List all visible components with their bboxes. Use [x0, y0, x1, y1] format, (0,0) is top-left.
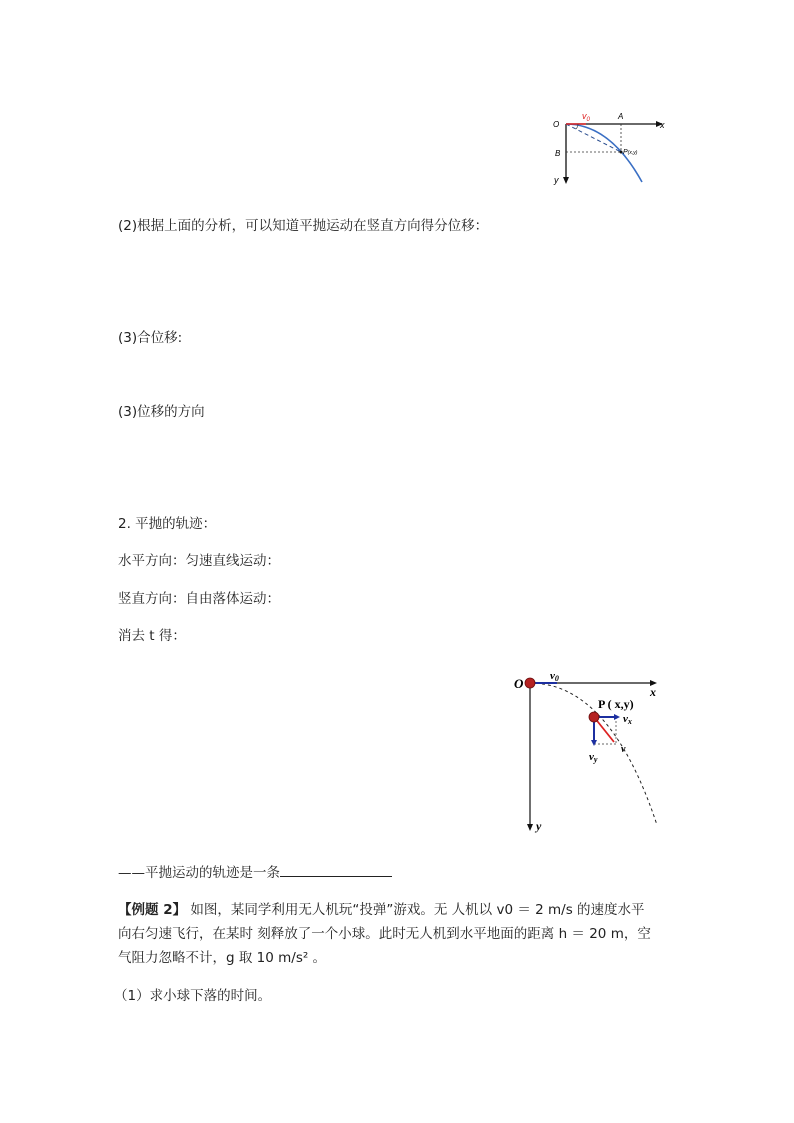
vy-arrowhead [591, 740, 597, 746]
y-axis-arrow [527, 824, 533, 831]
diagram-trajectory [505, 665, 670, 840]
line-trajectory-conclusion [118, 862, 392, 883]
v0-label: v0 [550, 670, 559, 683]
vy-label: vy [589, 751, 598, 764]
example-bracket: 【例题 2】 [118, 902, 187, 918]
origin-label: O [553, 120, 560, 129]
conclusion-text: ——平抛运动的轨迹是一条 [118, 865, 280, 881]
vx-arrowhead [614, 714, 620, 720]
y-axis-label: y [554, 175, 559, 185]
example-text-1: 如图，某同学利用无人机玩“投弹”游戏。无 人机以 v0 ＝ 2 m/s 的速度水平 [186, 902, 645, 918]
line-horizontal-motion: 水平方向：匀速直线运动： [118, 553, 280, 569]
question-1: （1）求小球下落的时间。 [114, 988, 272, 1004]
line-eliminate-t: 消去 t 得： [118, 628, 186, 644]
line-displacement-direction: (3)位移的方向 [118, 404, 205, 420]
ball-origin [525, 678, 535, 688]
y-axis-arrow [563, 177, 569, 184]
line-vertical-motion: 竖直方向：自由落体运动： [118, 591, 280, 607]
vx-label: vx [623, 713, 632, 726]
ball-p [589, 712, 599, 722]
v-label: v [621, 744, 626, 755]
diagram-displacement [548, 110, 678, 190]
x-axis-label: x [660, 120, 665, 130]
line-resultant-displacement: (3)合位移: [118, 330, 183, 346]
line-trajectory-heading: 2. 平抛的轨迹： [118, 516, 217, 532]
x-axis-label: x [650, 685, 656, 699]
answer-blank [280, 862, 392, 877]
p-label: P(x,y) [623, 149, 638, 156]
origin-label: O [514, 676, 524, 691]
p-label: P ( x,y) [598, 697, 634, 711]
v0-label: $v_0$ [582, 111, 590, 123]
example-line-1 [118, 900, 645, 920]
example-line-2: 向右匀速飞行，在某时 刻释放了一个小球。此时无人机到水平地面的距离 h ＝ 20 m，空 [118, 926, 651, 942]
line-vertical-displacement: (2)根据上面的分析，可以知道平抛运动在竖直方向得分位移： [118, 218, 489, 234]
point-b-label: B [555, 149, 561, 158]
point-a-label: A [618, 112, 624, 121]
y-axis-label: y [536, 819, 542, 833]
example-line-3: 气阻力忽略不计，g 取 10 m/s² 。 [118, 950, 327, 966]
displacement-line [566, 124, 621, 152]
